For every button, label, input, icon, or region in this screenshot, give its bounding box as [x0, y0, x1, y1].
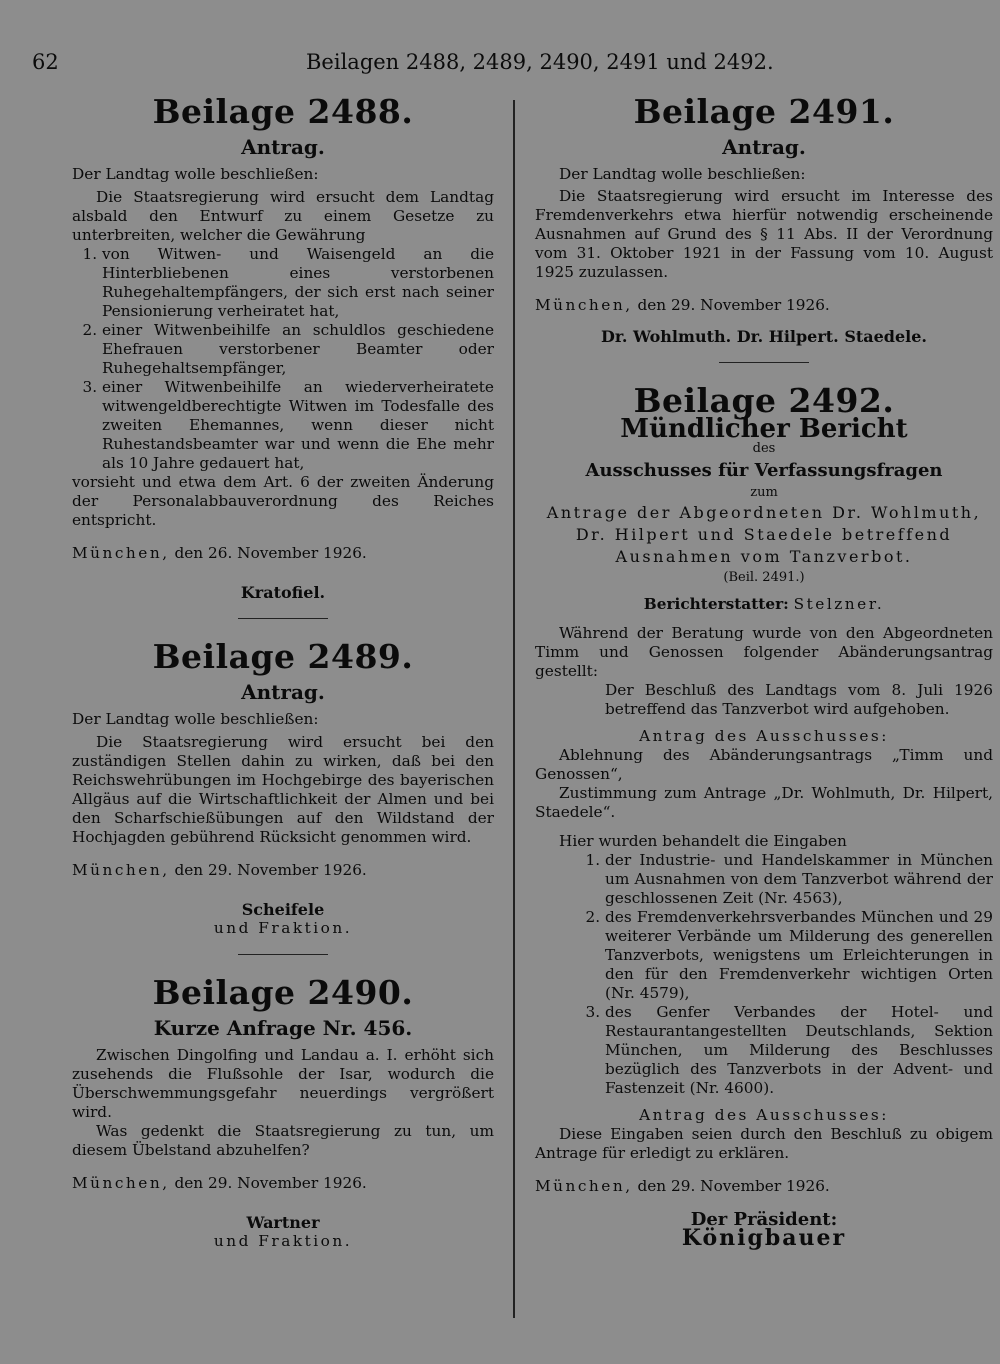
signature: Kratofiel. — [240, 583, 326, 602]
closing-text: vorsieht und etwa dem Art. 6 der zweiten Änderung der Personalabbauverordnung des Reiches entspricht. — [72, 473, 494, 529]
divider — [719, 362, 809, 363]
signature-suffix: und Fraktion. — [213, 919, 353, 937]
right-column — [535, 92, 993, 1251]
page-number: 62 — [32, 50, 59, 74]
reporter-line: Berichterstatter: Stelzner. — [643, 595, 885, 613]
column-divider — [513, 100, 515, 1318]
beilage-2491 — [535, 92, 993, 346]
section-title: Beilage 2492. — [633, 381, 895, 420]
list-item: 3. des Genfer Verbandes der Hotel- und Restaurantangestellten Deutschlands, Sektion München, um Milderung des Beschlusses bezüglich des Tanzverbots in der Advent- und Fastenzeit (Nr. 4600). — [605, 1003, 993, 1098]
date-line: München, den 29. November 1926. — [535, 1177, 830, 1195]
date-line: München, den 29. November 1926. — [72, 1174, 367, 1192]
section-kind: Antrag. — [722, 135, 806, 159]
list-item: 3. einer Witwenbeihilfe an wiederverheiratete witwengeldberechtigte Witwen im Todesfalle des zweiten Ehemannes, wenn dieser nicht Ruhestandsbeamter war und wenn die Ehe mehr als 10 Jahre gedauert hat, — [102, 378, 494, 473]
report-title: Mündlicher Bericht — [620, 414, 908, 444]
date-line: München, den 29. November 1926. — [72, 861, 367, 879]
body-text: Was gedenkt die Staatsregierung zu tun, um diesem Übelstand abzuhelfen? — [72, 1122, 494, 1159]
body-text: Die Staatsregierung wird ersucht dem Landtag alsbald den Entwurf zu einem Gesetze zu unterbreiten, welcher die Gewährung — [72, 188, 494, 244]
signature-suffix: und Fraktion. — [213, 1232, 353, 1250]
section-title: Beilage 2490. — [152, 973, 414, 1012]
intro-text: Der Landtag wolle beschließen: — [72, 710, 319, 728]
running-title: Beilagen 2488, 2489, 2490, 2491 und 2492. — [306, 50, 774, 74]
body-text: Zustimmung zum Antrage „Dr. Wohlmuth, Dr. Hilpert, Staedele“. — [535, 784, 993, 821]
subheading: Antrag des Ausschusses: — [639, 727, 889, 745]
date-line: München, den 26. November 1926. — [72, 544, 367, 562]
beilage-2492 — [535, 381, 993, 1251]
section-kind: Antrag. — [241, 680, 325, 704]
list-item: 2. einer Witwenbeihilfe an schuldlos geschiedene Ehefrauen verstorbener Beamter oder Ruhegehaltsempfänger, — [102, 321, 494, 378]
signature: Scheifele — [241, 900, 325, 919]
subheading: Antrag des Ausschusses: — [639, 1106, 889, 1124]
body-text: Diese Eingaben seien durch den Beschluß zu obigem Antrage für erledigt zu erklären. — [535, 1125, 993, 1162]
petition-list — [535, 851, 993, 1098]
word-des: des — [752, 441, 776, 456]
body-text: Während der Beratung wurde von den Abgeordneten Timm und Genossen folgender Abänderungsantrag gestellt: — [535, 624, 993, 680]
section-title: Beilage 2491. — [633, 92, 895, 131]
section-kind: Kurze Anfrage Nr. 456. — [153, 1016, 413, 1040]
word-zum: zum — [750, 485, 778, 500]
item-list — [72, 245, 494, 473]
body-text: Die Staatsregierung wird ersucht bei den zuständigen Stellen dahin zu wirken, daß bei den Reichswehrübungen im Hochgebirge des bayerischen Allgäus auf die Wirtschaftlichkeit der Almen und bei den Scharfschießübungen auf den Wildstand der Hochjagden gebührend Rücksicht genommen wird. — [72, 733, 494, 846]
body-text: Hier wurden behandelt die Eingaben — [559, 832, 847, 850]
section-title: Beilage 2488. — [152, 92, 414, 131]
president-label: Der Präsident: — [690, 1209, 838, 1230]
beilage-2489 — [72, 637, 494, 938]
body-text: Zwischen Dingolfing und Landau a. I. erhöht sich zusehends die Flußsohle der Isar, wodurch die Überschwemmungsgefahr neuerdings vergrößert wird. — [72, 1046, 494, 1121]
president-name: Königbauer — [681, 1225, 847, 1251]
reference: (Beil. 2491.) — [723, 570, 805, 585]
body-text: Ablehnung des Abänderungsantrags „Timm und Genossen“, — [535, 746, 993, 783]
signatures: Dr. Wohlmuth. Dr. Hilpert. Staedele. — [600, 327, 927, 346]
committee-name: Ausschusses für Verfassungsfragen — [585, 460, 943, 481]
section-title: Beilage 2489. — [152, 637, 414, 676]
signature: Wartner — [246, 1213, 320, 1232]
list-item: 2. des Fremdenverkehrsverbandes München und 29 weiterer Verbände um Milderung des generellen Tanzverbots, wenigstens um Erleichterungen in den für den Fremdenverkehr wichtigen Orten (Nr. 4579), — [605, 908, 993, 1003]
intro-text: Der Landtag wolle beschließen: — [72, 165, 319, 183]
section-kind: Antrag. — [241, 135, 325, 159]
intro-text: Der Landtag wolle beschließen: — [559, 165, 806, 183]
left-column — [72, 92, 494, 1251]
divider — [238, 954, 328, 955]
beilage-2490 — [72, 973, 494, 1251]
report-subject: Antrage der Abgeordneten Dr. Wohlmuth, Dr. Hilpert und Staedele betreffend Ausnahmen vom Tanzverbot. — [546, 503, 982, 566]
body-text: Die Staatsregierung wird ersucht im Interesse des Fremdenverkehrs etwa hierfür notwendig erscheinende Ausnahmen auf Grund des § 11 Abs. II der Verordnung vom 31. Oktober 1921 in der Fassung vom 10. August 1925 zuzulassen. — [535, 187, 993, 281]
quoted-motion: Der Beschluß des Landtags vom 8. Juli 1926 betreffend das Tanzverbot wird aufgehoben. — [605, 681, 993, 718]
date-line: München, den 29. November 1926. — [535, 296, 830, 314]
list-item: 1. von Witwen- und Waisengeld an die Hinterbliebenen eines verstorbenen Ruhegehaltempfängers, der sich erst nach seiner Pensionierung verheiratet hat, — [102, 245, 494, 321]
list-item: 1. der Industrie- und Handelskammer in München um Ausnahmen von dem Tanzverbot während der geschlossenen Zeit (Nr. 4563), — [605, 851, 993, 908]
beilage-2488 — [72, 92, 494, 602]
divider — [238, 618, 328, 619]
